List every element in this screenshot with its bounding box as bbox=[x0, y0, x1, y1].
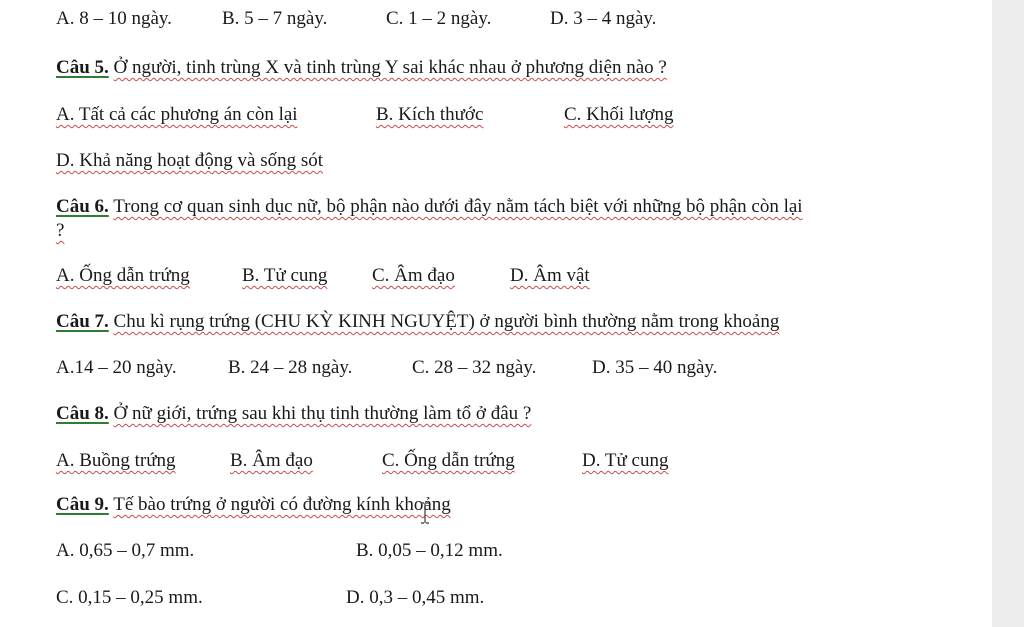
q6-option-c: C. Âm đạo bbox=[372, 265, 455, 286]
text-cursor-icon bbox=[419, 502, 431, 524]
q8-option-a: A. Buồng trứng bbox=[56, 450, 176, 471]
q6-option-a: A. Ống dẫn trứng bbox=[56, 265, 190, 286]
q8-question bbox=[56, 403, 531, 425]
q5-question bbox=[56, 57, 667, 79]
q9-question bbox=[56, 494, 451, 516]
q7-text: Chu kì rụng trứng (CHU KỲ KINH NGUYỆT) ở người bình thường nằm trong khoảng bbox=[113, 311, 780, 332]
q5-option-b: B. Kích thước bbox=[376, 104, 484, 125]
q8-option-b: B. Âm đạo bbox=[230, 450, 313, 471]
q5-text: Ở người, tinh trùng X và tinh trùng Y sai khác nhau ở phương diện nào ? bbox=[113, 57, 667, 78]
q9-label: Câu 9. bbox=[56, 494, 109, 515]
q7-question bbox=[56, 311, 779, 333]
q6-option-d: D. Âm vật bbox=[510, 265, 590, 286]
q7-option-d: D. 35 – 40 ngày. bbox=[592, 357, 718, 378]
scrollbar-track[interactable] bbox=[992, 0, 1024, 627]
q4-option-d: D. 3 – 4 ngày. bbox=[550, 8, 657, 29]
q9-option-b: B. 0,05 – 0,12 mm. bbox=[356, 540, 503, 561]
q9-option-d: D. 0,3 – 0,45 mm. bbox=[346, 587, 485, 608]
q4-option-b: B. 5 – 7 ngày. bbox=[222, 8, 328, 29]
q6-option-b: B. Tử cung bbox=[242, 265, 328, 286]
q7-option-b: B. 24 – 28 ngày. bbox=[228, 357, 353, 378]
q5-option-a: A. Tất cả các phương án còn lại bbox=[56, 104, 298, 125]
q8-option-c: C. Ống dẫn trứng bbox=[382, 450, 515, 471]
q9-option-a: A. 0,65 – 0,7 mm. bbox=[56, 540, 195, 561]
q9-option-c: C. 0,15 – 0,25 mm. bbox=[56, 587, 203, 608]
q9-text: Tế bào trứng ở người có đường kính khoảng bbox=[113, 494, 451, 515]
q7-option-a: A.14 – 20 ngày. bbox=[56, 357, 177, 378]
q6-text: Trong cơ quan sinh dục nữ, bộ phận nào dưới đây nằm tách biệt với những bộ phận còn lại bbox=[113, 196, 803, 217]
q8-label: Câu 8. bbox=[56, 403, 109, 424]
q7-option-c: C. 28 – 32 ngày. bbox=[412, 357, 537, 378]
q6-question bbox=[56, 196, 803, 218]
q5-option-c: C. Khối lượng bbox=[564, 104, 674, 125]
q4-option-c: C. 1 – 2 ngày. bbox=[386, 8, 492, 29]
q4-option-a: A. 8 – 10 ngày. bbox=[56, 8, 172, 29]
q6-text-cont: ? bbox=[56, 220, 65, 241]
q5-option-d: D. Khả năng hoạt động và sống sót bbox=[56, 150, 324, 171]
q6-question-cont bbox=[56, 220, 64, 242]
q8-text: Ở nữ giới, trứng sau khi thụ tinh thường làm tổ ở đâu ? bbox=[113, 403, 532, 424]
q6-label: Câu 6. bbox=[56, 196, 109, 217]
q5-label: Câu 5. bbox=[56, 57, 109, 78]
q8-option-d: D. Tử cung bbox=[582, 450, 669, 471]
q7-label: Câu 7. bbox=[56, 311, 109, 332]
